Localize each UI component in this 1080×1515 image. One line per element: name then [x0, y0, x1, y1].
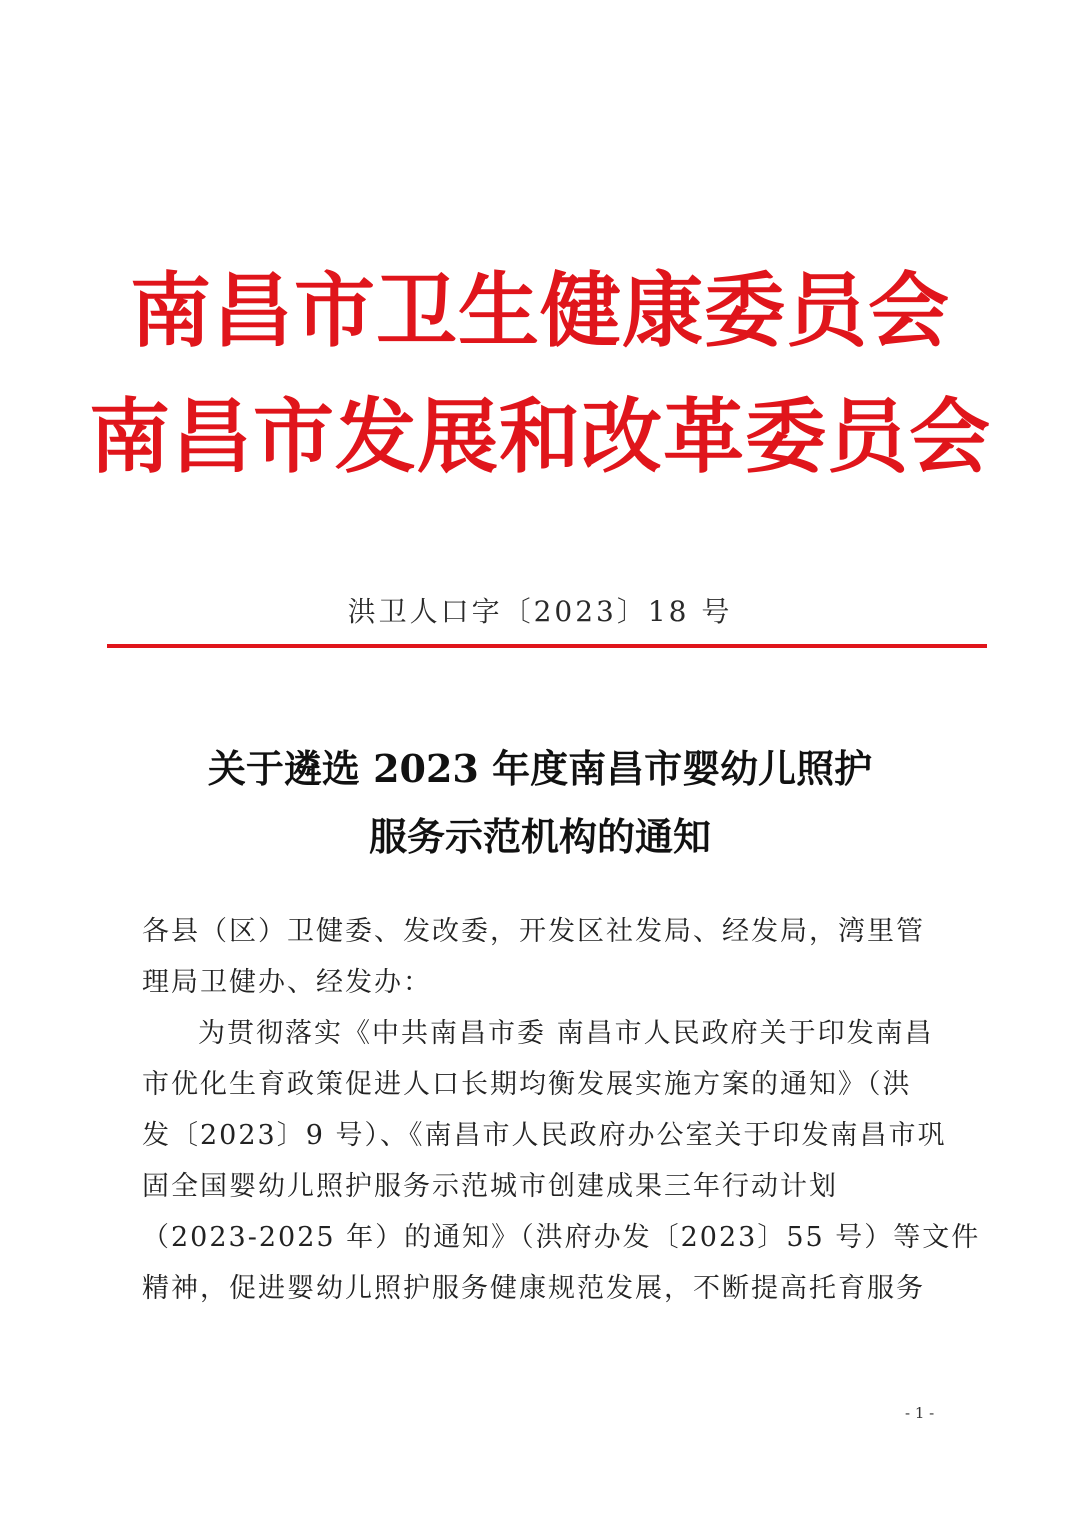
red-divider-rule [107, 644, 987, 648]
page-number: - 1 - [905, 1404, 935, 1422]
document-title-line-2: 服务示范机构的通知 [368, 814, 711, 859]
body-line: （2023-2025 年）的通知》（洪府办发〔2023〕55 号）等文件 [142, 1222, 981, 1253]
document-number: 洪卫人口字〔2023〕18 号 [347, 595, 733, 628]
body-line: 市优化生育政策促进人口长期均衡发展实施方案的通知》（洪 [142, 1069, 912, 1100]
body-line: 为贯彻落实《中共南昌市委 南昌市人民政府关于印发南昌 [198, 1018, 934, 1049]
body-line: 各县（区）卫健委、发改委，开发区社发局、经发局，湾里管 [142, 916, 925, 947]
body-line: 固全国婴幼儿照护服务示范城市创建成果三年行动计划 [142, 1171, 838, 1202]
body-line: 精神，促进婴幼儿照护服务健康规范发展，不断提高托育服务 [142, 1273, 925, 1304]
body-line: 理局卫健办、经发办： [142, 967, 432, 998]
issuer-header-2: 南昌市发展和改革委员会 [88, 391, 991, 485]
issuer-header-1: 南昌市卫生健康委员会 [129, 265, 950, 359]
body-line: 发〔2023〕9 号）、《南昌市人民政府办公室关于印发南昌市巩 [142, 1120, 947, 1151]
document-title-line-1: 关于遴选 2023 年度南昌市婴幼儿照护 [207, 746, 873, 791]
